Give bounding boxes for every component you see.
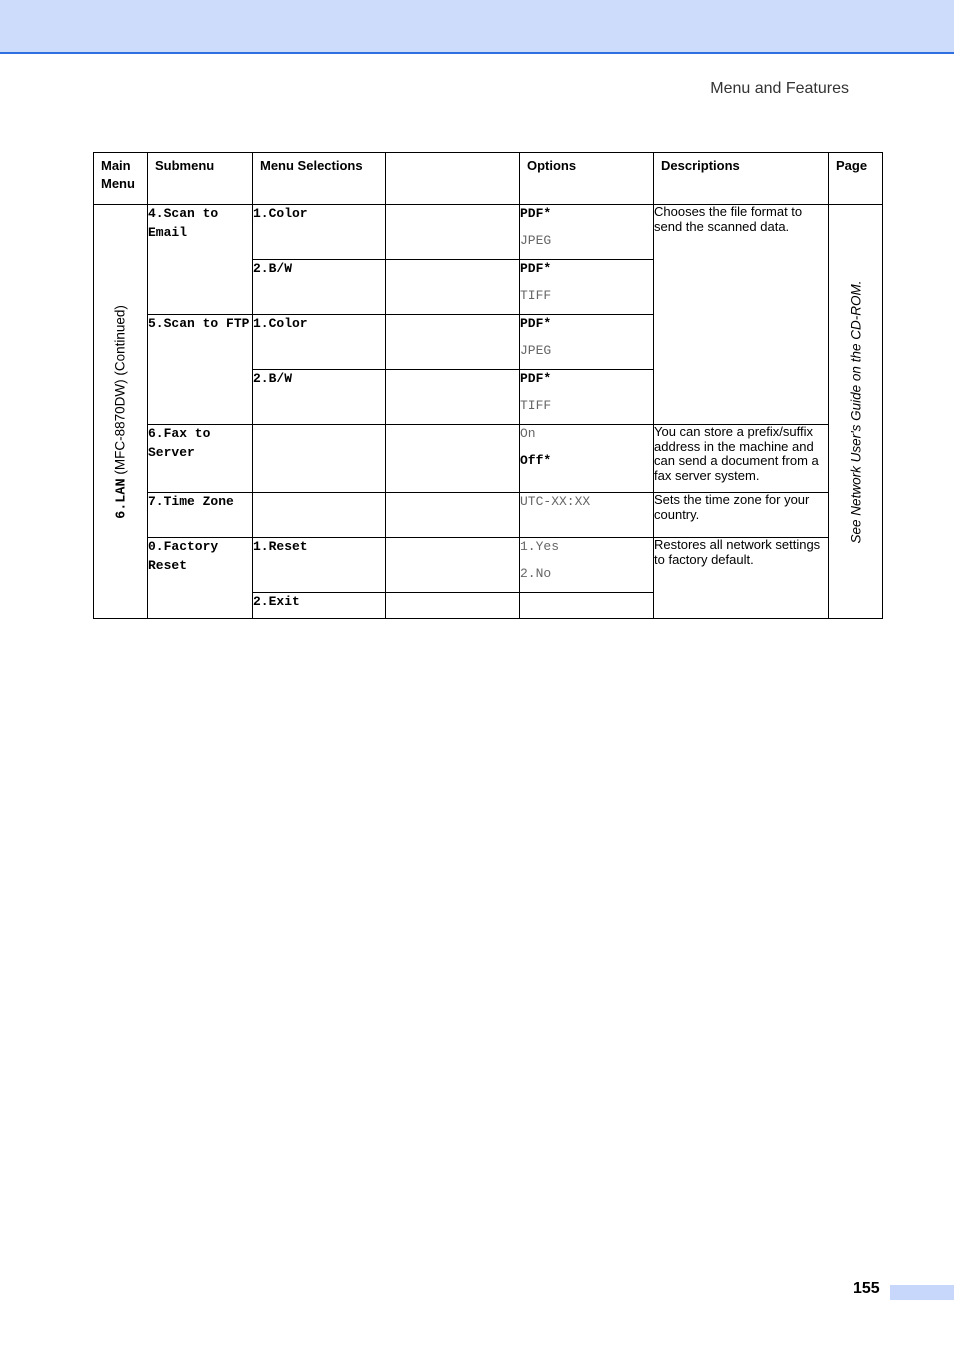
submenu-factory-reset: 0.Factory Reset	[148, 538, 253, 619]
blank-cell	[253, 493, 386, 538]
options-cell	[520, 370, 654, 425]
selection-bw: 2.B/W	[253, 370, 386, 425]
blank-cell	[386, 538, 520, 593]
options-cell	[520, 315, 654, 370]
selection-color: 1.Color	[253, 315, 386, 370]
header-band	[0, 0, 954, 54]
section-title: Menu and Features	[710, 80, 849, 97]
selection-exit: 2.Exit	[253, 593, 386, 619]
option-tiff: TIFF	[520, 398, 552, 413]
description-fax-server: You can store a prefix/suffix address in the machine and can send a document from a fax server system.	[654, 425, 829, 493]
blank-cell	[386, 205, 520, 260]
options-cell	[520, 260, 654, 315]
blank-cell	[386, 260, 520, 315]
col-header-options: Options	[520, 153, 654, 205]
menu-table	[93, 152, 883, 619]
col-header-page: Page	[829, 153, 883, 205]
options-cell	[520, 493, 654, 538]
blank-cell	[386, 370, 520, 425]
page-number: 155	[853, 1280, 880, 1297]
selection-color: 1.Color	[253, 205, 386, 260]
blank-cell	[386, 593, 520, 619]
options-cell	[520, 205, 654, 260]
page-tab	[890, 1285, 954, 1300]
col-header-submenu: Submenu	[148, 153, 253, 205]
col-header-main-menu: Main Menu	[94, 153, 148, 205]
options-cell	[520, 425, 654, 493]
option-jpeg: JPEG	[520, 233, 552, 248]
option-pdf: PDF*	[520, 206, 552, 221]
col-header-blank	[386, 153, 520, 205]
selection-bw: 2.B/W	[253, 260, 386, 315]
page-ref-text: See Network User's Guide on the CD-ROM.	[848, 280, 863, 543]
selection-reset: 1.Reset	[253, 538, 386, 593]
main-menu-cell	[94, 205, 148, 619]
col-header-descriptions: Descriptions	[654, 153, 829, 205]
blank-cell	[386, 493, 520, 538]
table-row	[94, 205, 883, 260]
blank-cell	[386, 315, 520, 370]
main-menu-label: (MFC-8870DW) (Continued)	[112, 304, 127, 478]
description-factory: Restores all network settings to factory default.	[654, 538, 829, 619]
table-header-row	[94, 153, 883, 205]
description-file-format: Chooses the file format to send the scanned data.	[654, 205, 829, 425]
option-yes: 1.Yes	[520, 539, 560, 554]
option-on: On	[520, 426, 536, 441]
option-off: Off*	[520, 453, 552, 468]
col-header-menu-selections: Menu Selections	[253, 153, 386, 205]
table-row	[94, 538, 883, 593]
blank-cell	[520, 593, 654, 619]
option-tiff: TIFF	[520, 288, 552, 303]
option-pdf: PDF*	[520, 316, 552, 331]
blank-cell	[253, 425, 386, 493]
option-pdf: PDF*	[520, 261, 552, 276]
page-ref-cell	[829, 205, 883, 619]
options-cell	[520, 538, 654, 593]
table-row	[94, 493, 883, 538]
option-utc: UTC-XX:XX	[520, 494, 591, 509]
submenu-time-zone: 7.Time Zone	[148, 493, 253, 538]
main-menu-code: 6.LAN	[114, 477, 129, 519]
submenu-scan-to-email: 4.Scan to Email	[148, 205, 253, 315]
submenu-fax-to-server: 6.Fax to Server	[148, 425, 253, 493]
submenu-scan-to-ftp: 5.Scan to FTP	[148, 315, 253, 425]
blank-cell	[386, 425, 520, 493]
option-pdf: PDF*	[520, 371, 552, 386]
option-no: 2.No	[520, 566, 552, 581]
option-jpeg: JPEG	[520, 343, 552, 358]
description-time-zone: Sets the time zone for your country.	[654, 493, 829, 538]
table-row	[94, 425, 883, 493]
